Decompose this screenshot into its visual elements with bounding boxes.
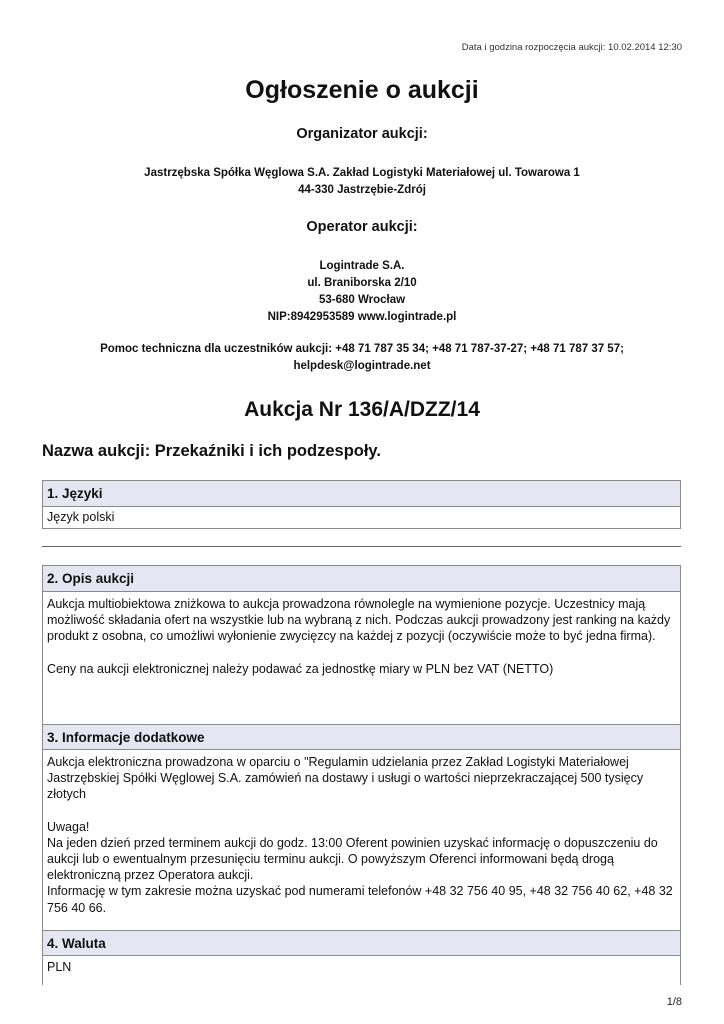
additional-paragraph-3: Na jeden dzień przed terminem aukcji do godz. 13:00 Oferent powinien uzyskać informację o dopuszczeniu do aukcji lub o ewentualnym przesunięciu terminu aukcji. O powyższym Oferenci informowani będą drogą elektroniczną przez Operatora aukcji. [47,835,658,883]
page-title: Ogłoszenie o aukcji [245,76,479,104]
additional-info-body [43,750,680,930]
auction-name: Nazwa aukcji: Przekaźniki i ich podzespoły. [42,442,381,460]
description-paragraph-2: Ceny na aukcji elektronicznej należy podawać za jednostkę miary w PLN bez VAT (NETTO) [47,661,554,676]
support-line-2: helpdesk@logintrade.net [293,360,431,372]
page-number: 1/8 [666,996,682,1008]
operator-line-2: ul. Braniborska 2/10 [307,277,417,289]
additional-warning: Uwaga! [47,819,90,834]
currency-body: PLN [47,960,72,974]
description-body [43,592,680,724]
operator-details [0,258,724,326]
description-heading: 2. Opis aukcji [43,566,680,592]
additional-paragraph-4: Informację w tym zakresie można uzyskać pod numerami telefonów +48 32 756 40 95, +48 32 756 40 62, +48 32 756 40 66. [47,884,673,915]
languages-heading: 1. Języki [43,481,680,507]
additional-info-heading: 3. Informacje dodatkowe [43,724,680,750]
operator-line-1: Logintrade S.A. [319,260,405,272]
organizer-line-2: 44-330 Jastrzębie-Zdrój [298,184,426,196]
operator-heading: Operator aukcji: [306,219,418,235]
organizer-line-1: Jastrzębska Spółka Węglowa S.A. Zakład Logistyki Materiałowej ul. Towarowa 1 [144,167,580,179]
additional-paragraph-1: Aukcja elektroniczna prowadzona w oparciu o "Regulamin udzielania przez Zakład Logistyki Materiałowej Jastrzębskiej Spółki Węglowej S.A. zamówień na dostawy i usługi o wartości nieprzekraczającej 500 tysięcy złotych [47,755,644,802]
languages-section [42,480,681,529]
languages-body: Język polski [47,510,115,524]
section-divider [42,546,681,547]
auction-start-datetime: Data i godzina rozpoczęcia aukcji: 10.02.2014 12:30 [461,42,682,53]
support-info [0,341,724,375]
description-paragraph-1: Aukcja multiobiektowa zniżkowa to aukcja prowadzona równolegle na wymienione pozycje. Uczestnicy mają możliwość składania ofert na wszystkie lub na wybraną z nich. Podczas aukcji prowadzony jest ranking na każdy produkt z osobna, co umożliwi wyłonienie zwycięzcy na każdej z pozycji (oczywiście może to być jedna firma). [47,597,671,644]
currency-heading: 4. Waluta [43,930,680,956]
organizer-details [0,165,724,199]
auction-number: Aukcja Nr 136/A/DZZ/14 [244,398,480,421]
organizer-heading: Organizator aukcji: [296,126,428,142]
details-sections [42,565,681,985]
operator-line-3: 53-680 Wrocław [318,294,406,306]
support-line-1: Pomoc techniczna dla uczestników aukcji: +48 71 787 35 34; +48 71 787-37-27; +48 71 787 37 57; [100,343,624,355]
operator-line-4: NIP:8942953589 www.logintrade.pl [267,311,457,323]
